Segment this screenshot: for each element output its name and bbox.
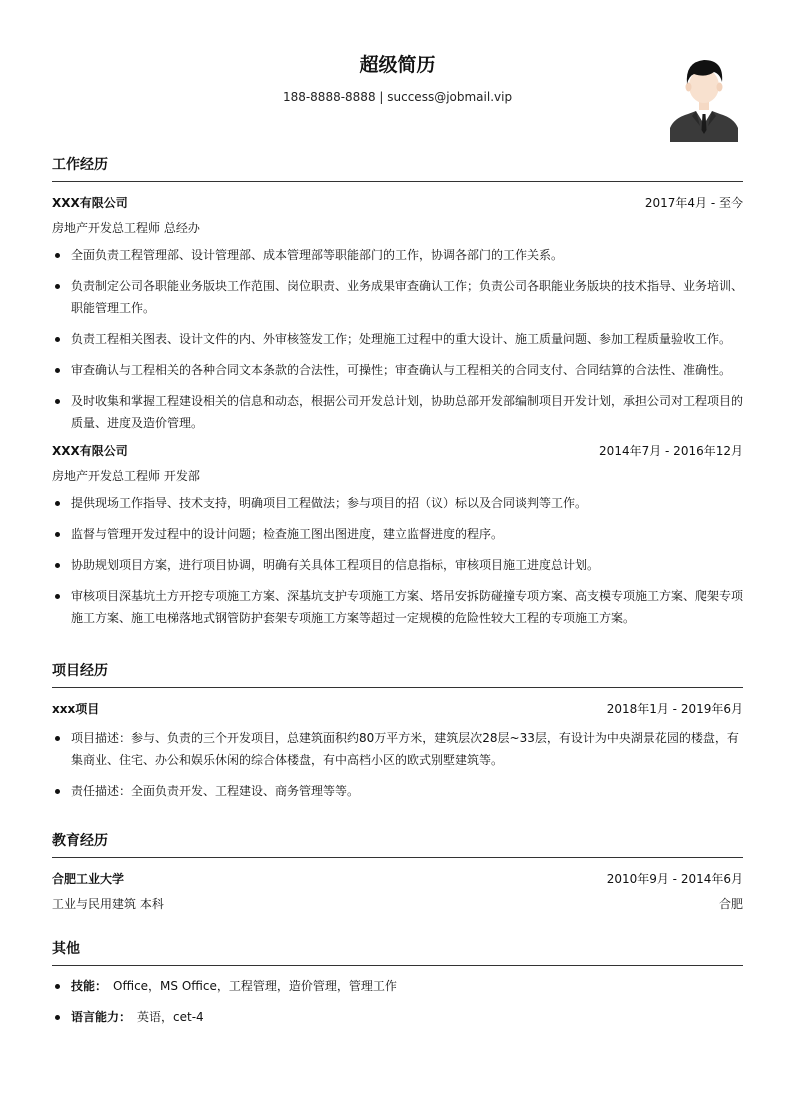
entry-date: 2010年9月 - 2014年6月 — [606, 872, 743, 886]
company-name: XXX有限公司 — [52, 196, 128, 210]
bullet-item: 负责制定公司各职能业务版块工作范围、岗位职责、业务成果审查确认工作；负责公司各职能业务版块的技术指导、业务培训、职能管理工作。 — [52, 275, 743, 319]
project-name: xxx项目 — [52, 702, 100, 716]
entry-date: 2018年1月 - 2019年6月 — [606, 702, 743, 716]
entry-header — [52, 194, 743, 212]
bullet-item: 项目描述：参与、负责的三个开发项目，总建筑面积约80万平方米，建筑层次28层~33层，有设计为中央湖景花园的楼盘，有集商业、住宅、办公和娱乐休闲的综合体楼盘，有中高档小区的欧式别墅建筑等。 — [52, 727, 743, 771]
other-bullets — [52, 975, 743, 1028]
school-city: 合肥 — [718, 897, 743, 911]
entry-date: 2017年4月 - 至今 — [644, 196, 743, 210]
education-section — [52, 830, 743, 913]
section-title-work: 工作经历 — [52, 154, 743, 182]
bullet-item: 协助规划项目方案，进行项目协调，明确有关具体工程项目的信息指标，审核项目施工进度总计划。 — [52, 554, 743, 576]
other-section — [52, 938, 743, 1028]
work-entry — [52, 194, 743, 434]
bullet-item: 及时收集和掌握工程建设相关的信息和动态，根据公司开发总计划，协助总部开发部编制项目开发计划，承担公司对工程项目的质量、进度及造价管理。 — [52, 390, 743, 434]
bullet-item: 负责工程相关图表、设计文件的内、外审核签发工作；处理施工过程中的重大设计、施工质量问题、参加工程质量验收工作。 — [52, 328, 743, 350]
bullet-item: 全面负责工程管理部、设计管理部、成本管理部等职能部门的工作，协调各部门的工作关系。 — [52, 244, 743, 266]
education-entry — [52, 870, 743, 913]
job-role-text: 房地产开发总工程师 总经办 — [52, 221, 200, 235]
work-entry — [52, 442, 743, 629]
entry-header — [52, 700, 743, 718]
section-title-other: 其他 — [52, 938, 743, 966]
school-name: 合肥工业大学 — [52, 872, 125, 886]
work-bullets — [52, 492, 743, 629]
language-value: 英语，cet-4 — [137, 1010, 204, 1024]
job-role — [52, 219, 743, 237]
work-experience-section — [52, 154, 743, 629]
project-experience-section — [52, 660, 743, 802]
entry-header — [52, 442, 743, 460]
avatar-photo — [670, 54, 738, 142]
bullet-item — [52, 975, 743, 997]
bullet-item: 审查确认与工程相关的各种合同文本条款的合法性，可操性；审查确认与工程相关的合同支付、合同结算的合法性、准确性。 — [52, 359, 743, 381]
bullet-item: 提供现场工作指导、技术支持，明确项目工程做法；参与项目的招（议）标以及合同谈判等工作。 — [52, 492, 743, 514]
entry-date: 2014年7月 - 2016年12月 — [599, 444, 743, 458]
bullet-item — [52, 1006, 743, 1028]
resume-page — [52, 0, 743, 1107]
skills-value: Office，MS Office，工程管理，造价管理，管理工作 — [113, 979, 397, 993]
work-bullets — [52, 244, 743, 434]
candidate-name: 超级简历 — [359, 54, 436, 76]
project-bullets — [52, 727, 743, 802]
contact-info: 188-8888-8888 | success@jobmail.vip — [282, 90, 513, 104]
project-entry — [52, 700, 743, 802]
skills-label: 技能： — [71, 979, 108, 993]
bullet-item: 监督与管理开发过程中的设计问题；检查施工图出图进度，建立监督进度的程序。 — [52, 523, 743, 545]
company-name: XXX有限公司 — [52, 444, 128, 458]
entry-header — [52, 870, 743, 888]
section-title-education: 教育经历 — [52, 830, 743, 858]
major-degree: 工业与民用建筑 本科 — [52, 897, 164, 911]
job-role — [52, 467, 743, 485]
education-detail — [52, 895, 743, 913]
bullet-item: 审核项目深基坑土方开挖专项施工方案、深基坑支护专项施工方案、塔吊安拆防碰撞专项方案、高支模专项施工方案、爬架专项施工方案、施工电梯落地式钢管防护套架专项施工方案等超过一定规模的危险性较大工程的专项施工方案。 — [52, 585, 743, 629]
resume-header — [52, 0, 743, 142]
bullet-item: 责任描述：全面负责开发、工程建设、商务管理等等。 — [52, 780, 743, 802]
job-role-text: 房地产开发总工程师 开发部 — [52, 469, 200, 483]
language-label: 语言能力： — [71, 1010, 132, 1024]
section-title-projects: 项目经历 — [52, 660, 743, 688]
